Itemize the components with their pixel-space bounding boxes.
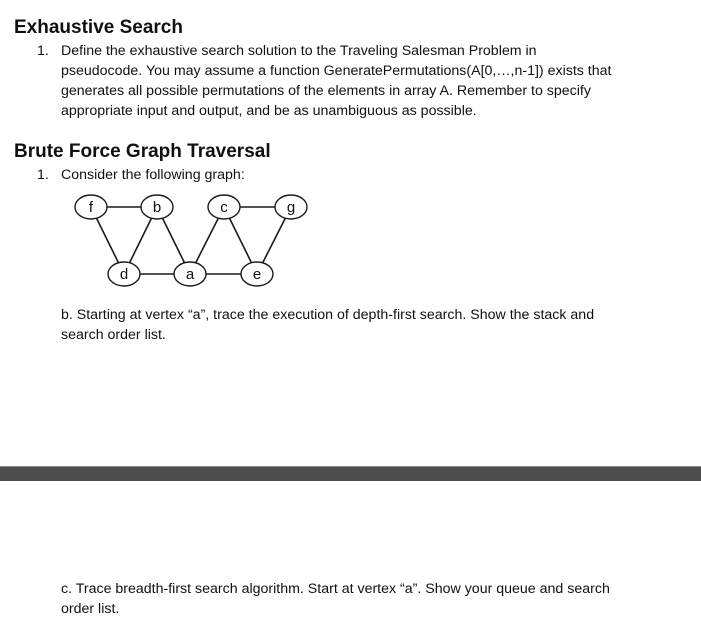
graph-vertex-c bbox=[208, 195, 240, 219]
question-line-2: pseudocode. You may assume a function GeneratePermutations(A[0,…,n-1]) exists that bbox=[61, 63, 612, 79]
question-line-4: appropriate input and output, and be as unambiguous as possible. bbox=[61, 103, 477, 119]
graph-vertex-d bbox=[108, 262, 140, 286]
question-number: 1. bbox=[37, 43, 49, 59]
question-number: 1. bbox=[37, 167, 49, 183]
part-c-line-2: order list. bbox=[61, 601, 120, 617]
question-line-3: generates all possible permutations of the elements in array A. Remember to specify bbox=[61, 83, 591, 99]
graph-vertex-b bbox=[141, 195, 173, 219]
graph-vertex-e bbox=[241, 262, 273, 286]
graph-vertex-label: a bbox=[185, 266, 195, 283]
part-b-line-1: b. Starting at vertex “a”, trace the execution of depth-first search. Show the stack and bbox=[61, 307, 595, 323]
graph-vertex-a bbox=[174, 262, 206, 286]
part-b-line-2: search order list. bbox=[61, 327, 166, 343]
graph-vertex-label: g bbox=[286, 199, 296, 216]
graph-vertex-label: c bbox=[220, 199, 228, 216]
graph-diagram bbox=[0, 0, 701, 300]
section-heading-exhaustive-search: Exhaustive Search bbox=[14, 17, 183, 38]
graph-vertex-label: f bbox=[88, 199, 94, 216]
graph-vertex-f bbox=[75, 195, 107, 219]
question-line-1: Define the exhaustive search solution to the Traveling Salesman Problem in bbox=[61, 43, 537, 59]
page-divider bbox=[0, 466, 701, 481]
graph-vertex-label: d bbox=[119, 266, 129, 283]
graph-vertex-label: b bbox=[152, 199, 162, 216]
section-heading-brute-force: Brute Force Graph Traversal bbox=[14, 141, 271, 162]
part-c-line-1: c. Trace breadth-first search algorithm. Start at vertex “a”. Show your queue and search bbox=[61, 581, 610, 597]
graph-vertex-label: e bbox=[252, 266, 262, 283]
part-b-prompt bbox=[61, 305, 594, 345]
question-text: Consider the following graph: bbox=[61, 167, 245, 183]
part-c-prompt bbox=[61, 579, 610, 619]
graph-vertex-g bbox=[275, 195, 307, 219]
